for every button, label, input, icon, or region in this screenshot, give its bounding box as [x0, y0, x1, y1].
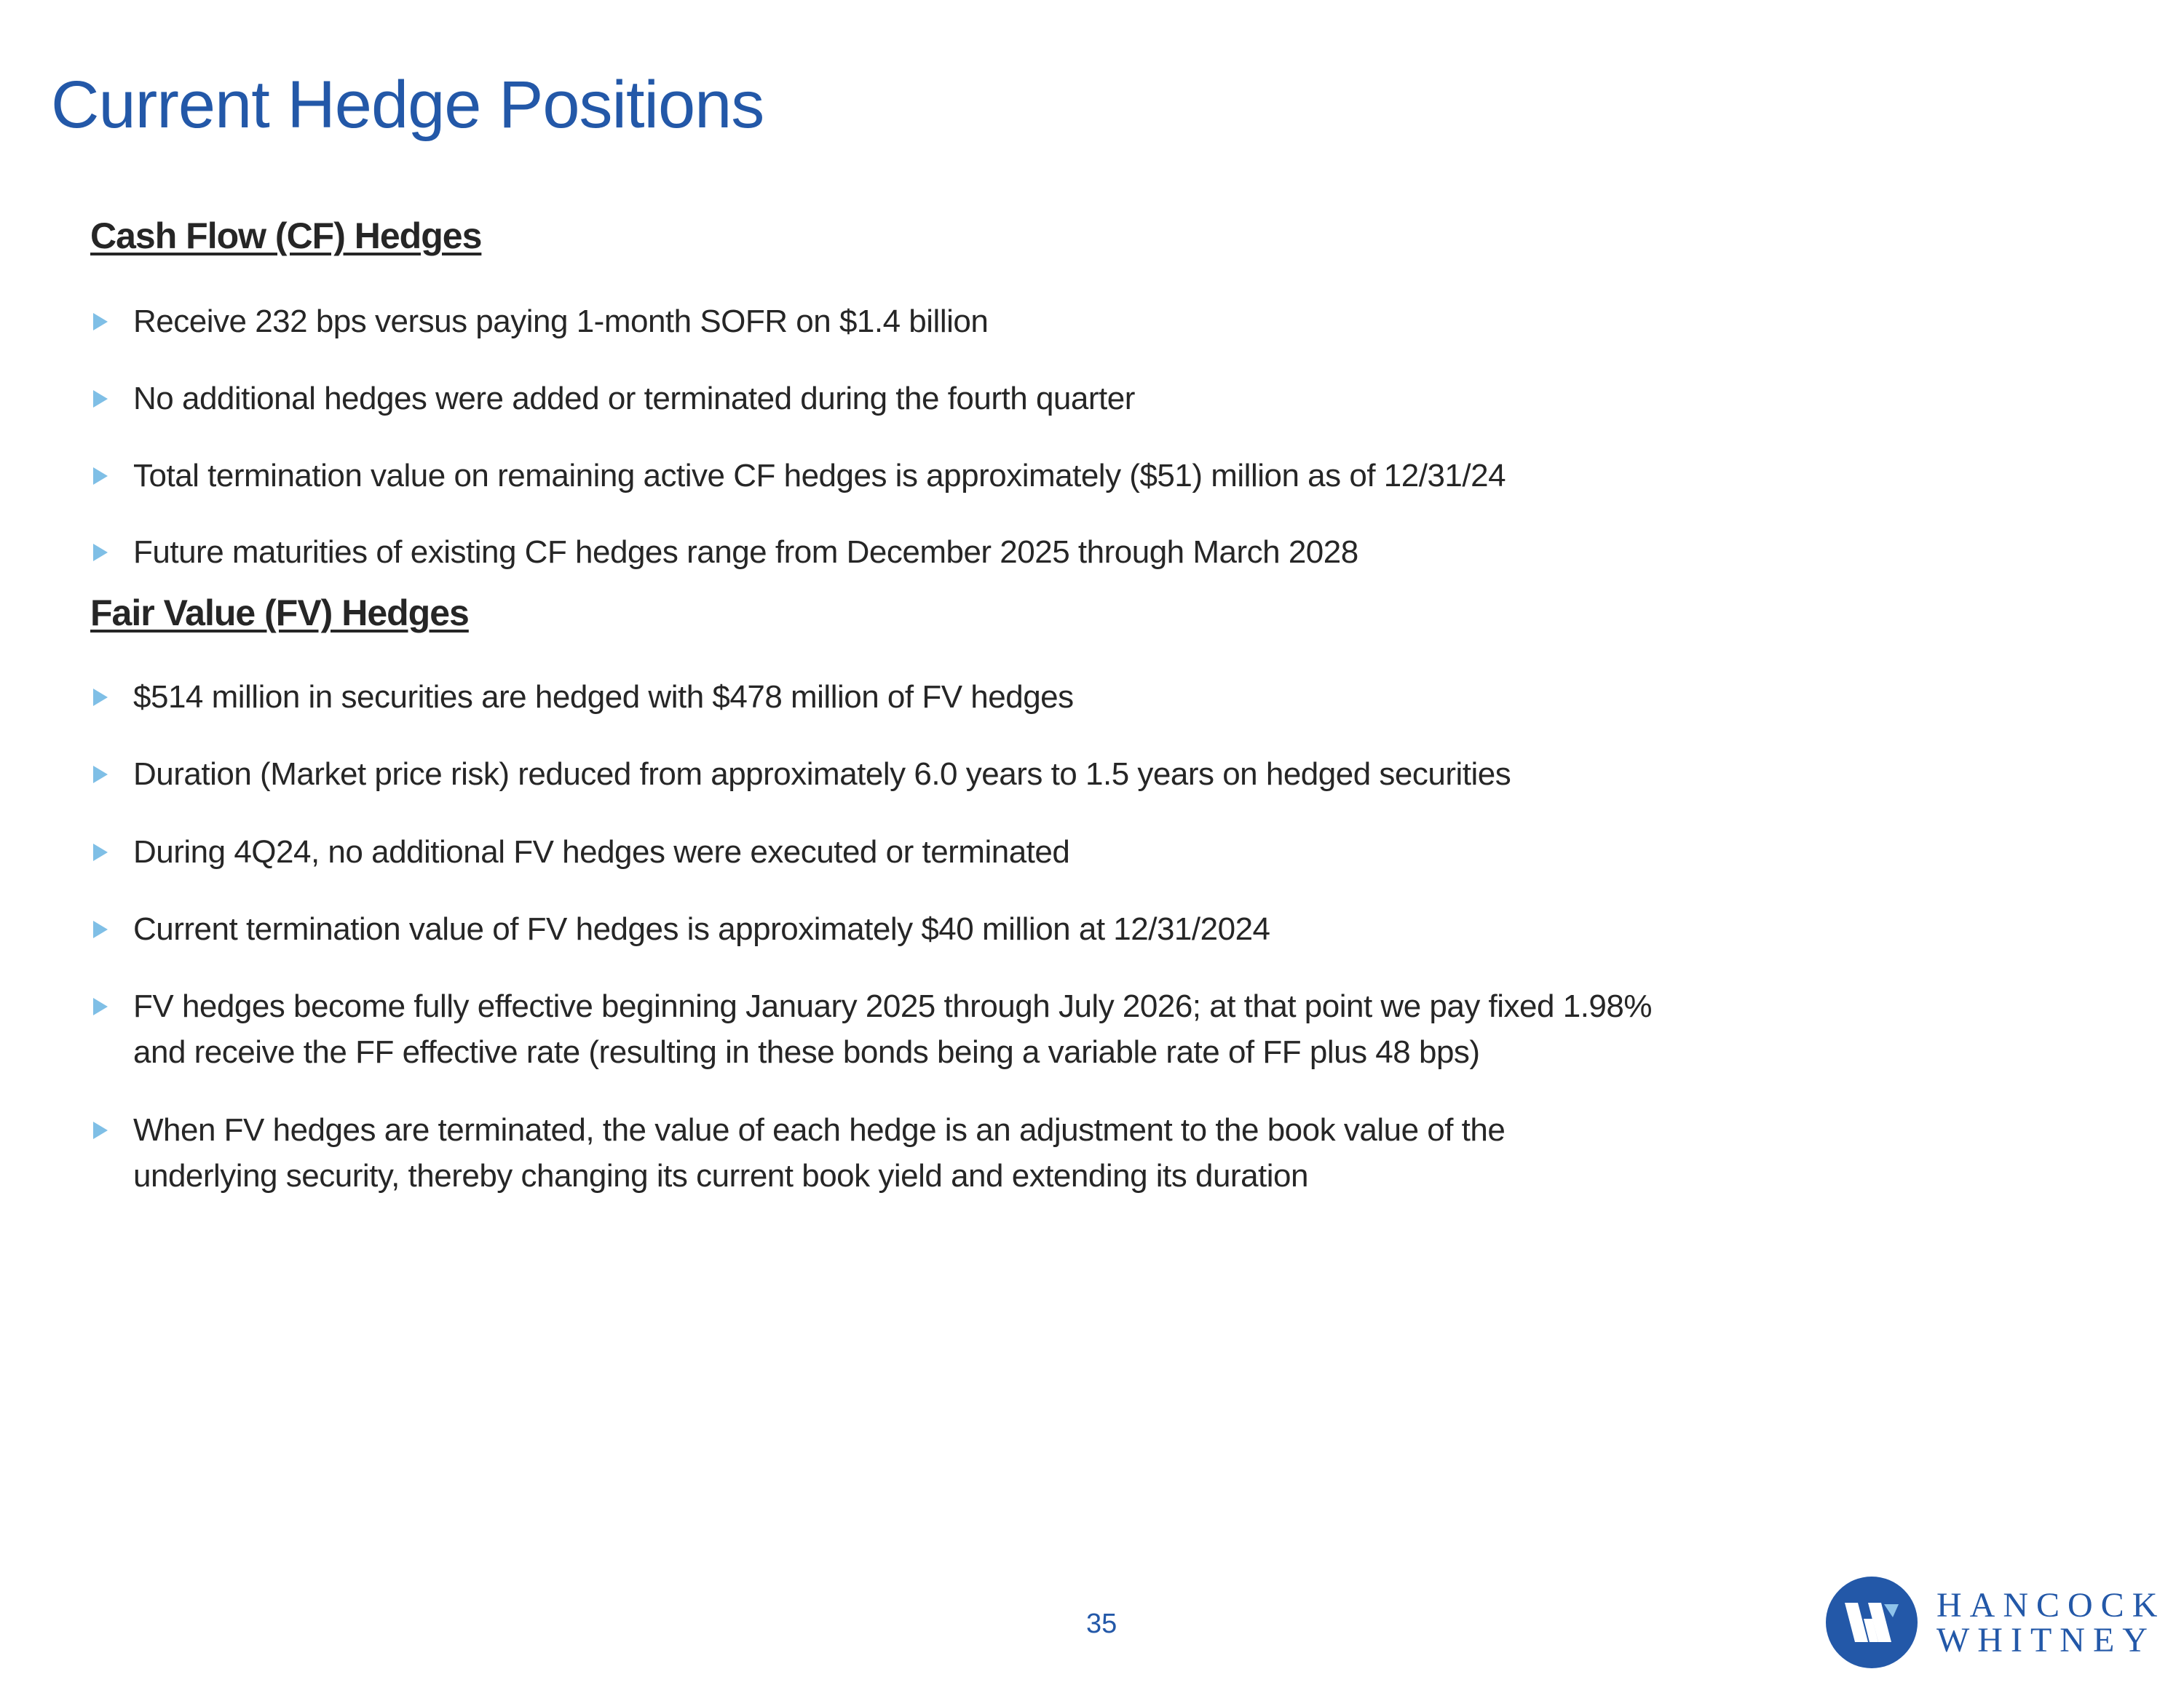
- logo-text-whitney: WHITNEY: [1936, 1621, 2156, 1660]
- section-heading-cash-flow: Cash Flow (CF) Hedges: [90, 215, 482, 256]
- bullet-arrow-icon: [93, 689, 108, 706]
- hancock-whitney-logo-icon: [1826, 1577, 1918, 1668]
- list-item: Future maturities of existing CF hedges range from December 2025 through March 2028: [93, 529, 1358, 575]
- section-heading-fair-value: Fair Value (FV) Hedges: [90, 592, 469, 633]
- logo-text-hancock: HANCOCK: [1936, 1586, 2166, 1625]
- list-item: Total termination value on remaining active CF hedges is approximately ($51) million as of 12/31/24: [93, 453, 1506, 499]
- bullet-arrow-icon: [93, 1122, 108, 1139]
- list-item: $514 million in securities are hedged with $478 million of FV hedges: [93, 674, 1074, 720]
- list-item: During 4Q24, no additional FV hedges were executed or terminated: [93, 829, 1069, 875]
- hw-monogram-icon: [1826, 1577, 1918, 1668]
- bullet-arrow-icon: [93, 390, 108, 408]
- list-item: FV hedges become fully effective beginning January 2025 through July 2026; at that point we pay fixed 1.98% and receive the FF effective rate (resulting in these bonds being a variable rate of FF plus 48 bps): [93, 983, 1652, 1075]
- list-item: Current termination value of FV hedges is approximately $40 million at 12/31/2024: [93, 906, 1270, 952]
- bullet-arrow-icon: [93, 313, 108, 330]
- bullet-arrow-icon: [93, 844, 108, 861]
- bullet-arrow-icon: [93, 921, 108, 938]
- bullet-arrow-icon: [93, 766, 108, 783]
- page-number: 35: [1086, 1609, 1117, 1639]
- bullet-arrow-icon: [93, 998, 108, 1015]
- list-item: Duration (Market price risk) reduced from approximately 6.0 years to 1.5 years on hedged securities: [93, 751, 1511, 797]
- list-item: No additional hedges were added or terminated during the fourth quarter: [93, 376, 1135, 421]
- bullet-arrow-icon: [93, 467, 108, 485]
- list-item: When FV hedges are terminated, the value of each hedge is an adjustment to the book value of the underlying security, thereby changing its current book yield and extending its duration: [93, 1107, 1505, 1199]
- list-item: Receive 232 bps versus paying 1-month SOFR on $1.4 billion: [93, 298, 988, 344]
- page-title: Current Hedge Positions: [51, 68, 764, 142]
- bullet-arrow-icon: [93, 544, 108, 561]
